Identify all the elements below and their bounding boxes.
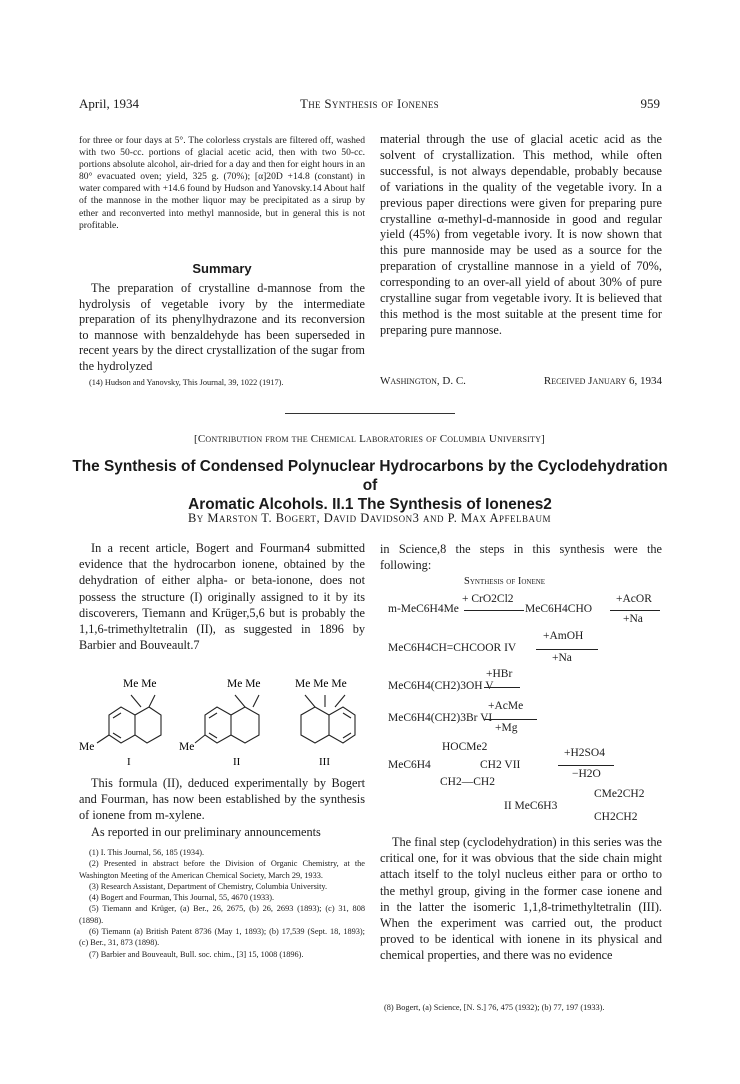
structure-I [79, 678, 161, 768]
structure-II-numeral: II [233, 756, 241, 768]
step1-reagent: + CrO2Cl2 [462, 593, 514, 605]
structure-III-rings [301, 695, 355, 743]
step6-reagent-top: +H2SO4 [564, 747, 605, 759]
step5-reactant: MeC6H4(CH2)3Br VI [388, 712, 493, 724]
step3-reagent-bottom: +Na [552, 652, 572, 664]
final-product-label: II MeC6H3 [504, 800, 558, 812]
structure-II-top-label: Me Me [227, 678, 261, 690]
prev-experimental-text: for three or four days at 5°. The colorless crystals are filtered off, washed with two 50-cc. portions of glacial acetic acid, then with two 50-cc. portions absolute alcohol, air-dried for a day and then for eight hours in an 80° evacuated oven; yield, 325 g. (70%); [α]20D +14.8 (constant) in water compared with +14.6 found by Hudson and Yanovsky.14 About half of the mannose in the mother liquor may be precipitated as a sirup by ether and reconverted into methyl mannoside, but in general this is not profitable. [79, 135, 365, 231]
header-title: The Synthesis of Ionenes [300, 96, 439, 111]
step6-reagent-bottom: −H2O [572, 768, 601, 780]
structure-II-methyl-bond [195, 735, 205, 743]
structure-II-rings [205, 695, 259, 743]
step6-bottom-group: CH2—CH2 [440, 776, 495, 788]
scheme-heading: Synthesis of Ionene [464, 576, 546, 587]
body-text-continued [79, 775, 365, 840]
structure-II [179, 678, 261, 768]
running-header [79, 96, 660, 114]
final-product [380, 787, 662, 827]
footnote-6: (6) Tiemann (a) British Patent 8736 (May 1, 1893); (b) 17,539 (Sept. 18, 1893); (c) Ber., 31, 873 (1898). [79, 927, 365, 948]
step4-reactant: MeC6H4(CH2)3OH V [388, 680, 494, 692]
authors: By Marston T. Bogert, David Davidson3 and P. Max Apfelbaum [187, 511, 552, 525]
dateline [380, 375, 662, 391]
title-line-2: Aromatic Alcohols. II.1 The Synthesis of Ionenes2 [188, 496, 552, 513]
step4-reagent: +HBr [486, 668, 513, 680]
structure-III-numeral: III [319, 756, 330, 768]
summary-heading: Summary [192, 261, 252, 276]
step5-arrow [485, 719, 537, 720]
step1-product: MeC6H4CHO [525, 603, 593, 615]
page-number: 959 [640, 96, 660, 111]
step4-arrow [484, 687, 520, 688]
place: Washington, D. C. [380, 375, 466, 387]
footnote-1: (1) I. This Journal, 56, 185 (1934). [89, 848, 205, 857]
article-title [72, 457, 668, 514]
structure-I-side-label: Me [79, 741, 95, 753]
summary-text [79, 281, 365, 375]
step3-reactant: MeC6H4CH=CHCOOR IV [388, 642, 517, 654]
step1-arrow [464, 610, 524, 611]
step5-reagent-top: +AcMe [488, 700, 524, 712]
title-line-1: The Synthesis of Condensed Polynuclear Hydrocarbons by the Cyclodehydration of [72, 458, 668, 494]
summary-paragraph: The preparation of crystalline d-mannose from the hydrolysis of vegetable ivory by the intermediate preparation of its phenylhydrazone and its reconversion to mannose with benzaldehyde has been superseded in recent years by the direct crystallization of the sugar from the hydrolyzed [79, 281, 365, 373]
paragraph-2: This formula (II), deduced experimentally by Bogert and Fourman, has now been established by the synthesis of ionene from m-xylene. [79, 776, 365, 823]
paragraph-3: As reported in our preliminary announcements [91, 824, 321, 839]
structure-II-side-label: Me [179, 741, 195, 753]
section-divider [285, 413, 455, 414]
footnote-3: (3) Research Assistant, Department of Chemistry, Columbia University. [89, 881, 328, 891]
step1-reactant: m-MeC6H4Me [388, 603, 459, 615]
step5-reagent-bottom: +Mg [495, 722, 518, 734]
paragraph-1: In a recent article, Bogert and Fourman4 submitted evidence that the hydrocarbon ionene, obtained by the dehydration of either alpha- or beta-ionone, does not possess the structure (I) originally assigned to it by its discoverers, Tiemann and Krüger,5,6 but is probably the 1,1,6-trimethyltetralin (II), as suggested in 1896 by Barbier and Bouveault.7 [79, 541, 365, 653]
synthesis-scheme [380, 576, 662, 786]
step6-middle: CH2 VII [480, 759, 521, 771]
structure-I-numeral: I [127, 756, 131, 768]
step3-arrow [536, 649, 598, 650]
structure-III [295, 678, 355, 768]
paragraph-right: The final step (cyclodehydration) in this series was the critical one, for it was obvious that the side chain might attach itself to the tolyl nucleus either para or ortho to the methyl group, giving in the former case ionene and in the latter the isomeric 1,1,8-trimethyltetralin (III). When the experiment was carried out, the product proved to be identical with ionene in its physical and chemical properties, and there was no evidence [380, 835, 662, 963]
footnote-8: (8) Bogert, (a) Science, [N. S.] 76, 475 (1932); (b) 77, 197 (1933). [384, 1003, 605, 1012]
structure-III-top-label: Me Me Me [295, 678, 347, 690]
step3-reagent-top: +AmOH [543, 630, 584, 642]
final-product-bottom: CH2CH2 [594, 811, 638, 823]
step2-reagent-bottom: +Na [623, 613, 643, 625]
structure-I-top-label: Me Me [123, 678, 157, 690]
footnotes-left [79, 847, 365, 960]
structure-I-rings [109, 695, 161, 743]
received-date: Received January 6, 1934 [543, 375, 662, 387]
step6-arrow [558, 765, 614, 766]
footnote-7: (7) Barbier and Bouveault, Bull. soc. chim., [3] 15, 1008 (1896). [89, 949, 304, 959]
footnote-2: (2) Presented in abstract before the Division of Organic Chemistry, at the Washington Meeting of the American Chemical Society, March 29, 1933. [79, 859, 365, 880]
contribution-line: [Contribution from the Chemical Laboratories of Columbia University] [194, 433, 545, 445]
step6-top-group: HOCMe2 [442, 741, 488, 753]
prev-right-text: material through the use of glacial acetic acid as the solvent of crystallization. This method, while often successful, is not always dependable, probably because of variations in the quality of the vegetable ivory. In a previous paper directions were given for preparing pure crystalline α-methyl-d-mannoside in good and regular yield (45%) from vegetable ivory. It is now shown that this pure mannoside may be used as a source for the preparation of crystalline mannose in a yield of 70%, corresponding to an over-all yield of about 30% of pure crystalline sugar from vegetable ivory. It is believed that this method is the most suitable at the present time for preparing pure mannose. [380, 132, 662, 337]
intro-text [79, 540, 365, 653]
right-body [380, 834, 662, 964]
step2-arrow [610, 610, 660, 611]
structures-figure [79, 673, 365, 773]
right-intro: in Science,8 the steps in this synthesis were the following: [380, 542, 662, 573]
step6-reactant: MeC6H4 [388, 759, 431, 771]
footnote-4: (4) Bogert and Fourman, This Journal, 55, 4670 (1933). [89, 893, 275, 903]
footnote-14: (14) Hudson and Yanovsky, This Journal, 39, 1022 (1917). [89, 378, 284, 387]
final-product-top: CMe2CH2 [594, 788, 645, 800]
header-date: April, 1934 [79, 96, 139, 111]
structure-I-methyl-bond [97, 735, 109, 743]
step2-reagent-top: +AcOR [616, 593, 652, 605]
footnote-5: (5) Tiemann and Krüger, (a) Ber., 26, 2675, (b) 26, 2693 (1893); (c) 31, 808 (1898). [79, 904, 365, 925]
